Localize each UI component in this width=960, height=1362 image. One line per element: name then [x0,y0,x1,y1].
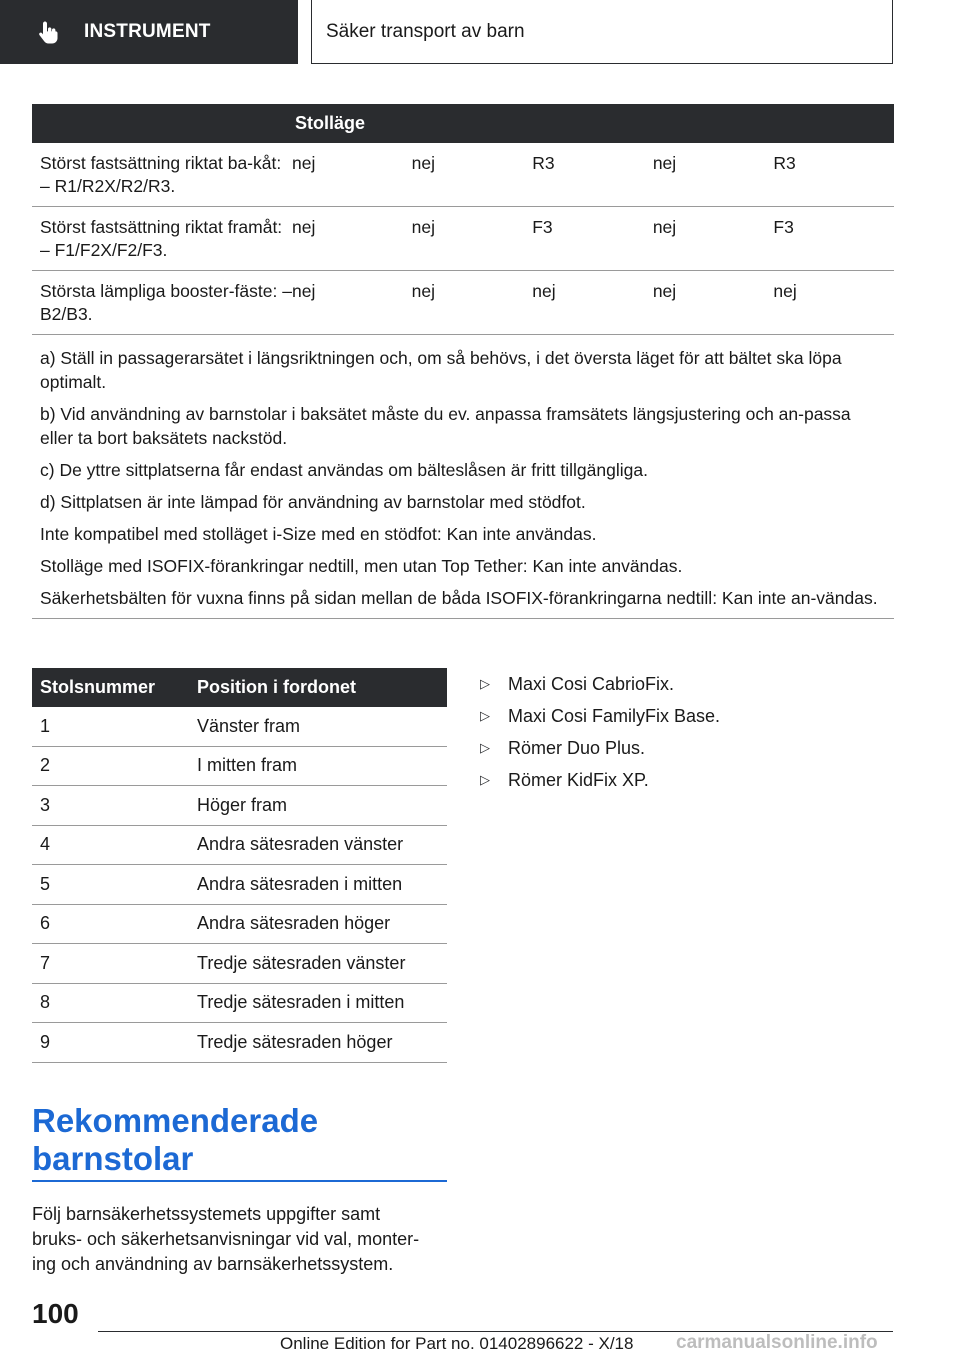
table-row [32,944,447,984]
column-header: Stolsnummer [40,677,156,697]
section-tab [0,0,298,64]
seat-number: 3 [40,794,51,815]
row-label: Störst fastsättning riktat ba-kåt: – R1/R2X/R2/R3. [40,153,282,196]
footnote: b) Vid användning av barnstolar i baksätet måste du ev. anpassa framsätets längsjustering och an-passa eller ta bort baksätets nackstöd. [40,404,851,448]
column-header: Position i fordonet [197,677,356,697]
list-item-text: Maxi Cosi FamilyFix Base. [508,705,721,726]
seat-number: 6 [40,913,51,934]
hand-pointer-icon [36,19,62,45]
table-row [32,1023,447,1063]
recommended-seat-list [480,668,890,796]
seat-number: 5 [40,873,51,894]
seat-position: Andra sätesraden vänster [197,834,404,855]
seat-number: 4 [40,834,51,855]
body-line: bruks- och säkerhetsanvisningar vid val, monter- [32,1229,420,1249]
watermark: carmanualsonline.info [676,1332,878,1353]
section-label: INSTRUMENT [84,21,211,42]
section-body [32,1202,447,1277]
table-header-label: Stolläge [295,113,366,133]
table-header [32,668,447,707]
footnote: Säkerhetsbälten för vuxna finns på sidan mellan de båda ISOFIX-förankringarna nedtill: Kan inte an-vändas. [40,588,878,608]
footnote: a) Ställ in passagerarsätet i längsriktningen och, om så behövs, i det översta läget för att bältet ska löpa optimalt. [40,348,842,392]
cell: F3 [532,217,553,237]
list-item-text: Römer KidFix XP. [508,769,649,790]
seat-number-table [32,668,447,1063]
page-number: 100 [32,1298,79,1329]
table-row [32,207,894,271]
row-label: Största lämpliga booster-fäste: – B2/B3. [40,281,292,324]
triangle-bullet-icon: ▷ [480,772,490,787]
cell: nej [292,281,316,301]
list-item-text: Römer Duo Plus. [508,737,646,758]
cell: nej [652,281,677,301]
body-line: Följ barnsäkerhetssystemets uppgifter samt [32,1204,381,1224]
cell: R3 [773,153,796,173]
cell: nej [411,217,435,237]
cell: nej [652,153,677,173]
row-label: Störst fastsättning riktat framåt: – F1/F2X/F2/F3. [40,217,283,260]
table-row [32,984,447,1024]
cell: R3 [532,153,555,173]
section-title-line: barnstolar [32,1140,194,1177]
seat-position: Tredje sätesraden vänster [197,952,406,973]
footnote: d) Sittplatsen är inte lämpad för användning av barnstolar med stödfot. [40,492,586,512]
seat-position: Vänster fram [197,715,301,736]
seat-position: Tredje sätesraden i mitten [197,992,405,1013]
chapter-tab [311,0,893,64]
seat-number: 1 [40,715,51,736]
footnote: Inte kompatibel med stolläget i-Size med en stödfot: Kan inte användas. [40,524,597,544]
seat-number: 9 [40,1031,51,1052]
table-row [32,826,447,866]
cell: nej [773,281,797,301]
seat-position-table [32,104,894,335]
cell: nej [411,153,435,173]
list-item [480,700,890,732]
table-row [32,865,447,905]
cell: nej [652,217,677,237]
section-title [32,1102,447,1178]
seat-number: 8 [40,992,51,1013]
table-row [32,707,447,747]
list-item [480,732,890,764]
seat-position: I mitten fram [197,755,298,776]
table-row [32,747,447,787]
seat-position: Andra sätesraden höger [197,913,391,934]
table-header [32,104,894,143]
cell: nej [292,217,316,237]
triangle-bullet-icon: ▷ [480,740,490,755]
edition-note: Online Edition for Part no. 01402896622 - X/18 [280,1334,634,1353]
seat-position: Andra sätesraden i mitten [197,873,403,894]
table-footnotes [32,336,894,619]
body-line: ing och användning av barnsäkerhetssystem. [32,1254,394,1274]
seat-position: Tredje sätesraden höger [197,1031,393,1052]
list-item [480,764,890,796]
cell: nej [411,281,435,301]
list-item-text: Maxi Cosi CabrioFix. [508,673,675,694]
list-item [480,668,890,700]
section-title-line: Rekommenderade [32,1102,319,1139]
triangle-bullet-icon: ▷ [480,708,490,723]
seat-position: Höger fram [197,794,288,815]
table-row [32,786,447,826]
table-row [32,905,447,945]
section-divider [32,1180,447,1182]
seat-number: 7 [40,952,51,973]
seat-number: 2 [40,755,51,776]
cell: nej [532,281,556,301]
table-row [32,143,894,207]
cell: F3 [773,217,794,237]
footnote: c) De yttre sittplatserna får endast användas om bälteslåsen är fritt tillgängliga. [40,460,648,480]
chapter-label: Säker transport av barn [326,20,525,42]
table-row [32,271,894,335]
footnote: Stolläge med ISOFIX-förankringar nedtill, men utan Top Tether: Kan inte användas. [40,556,683,576]
triangle-bullet-icon: ▷ [480,676,490,691]
cell: nej [292,153,316,173]
